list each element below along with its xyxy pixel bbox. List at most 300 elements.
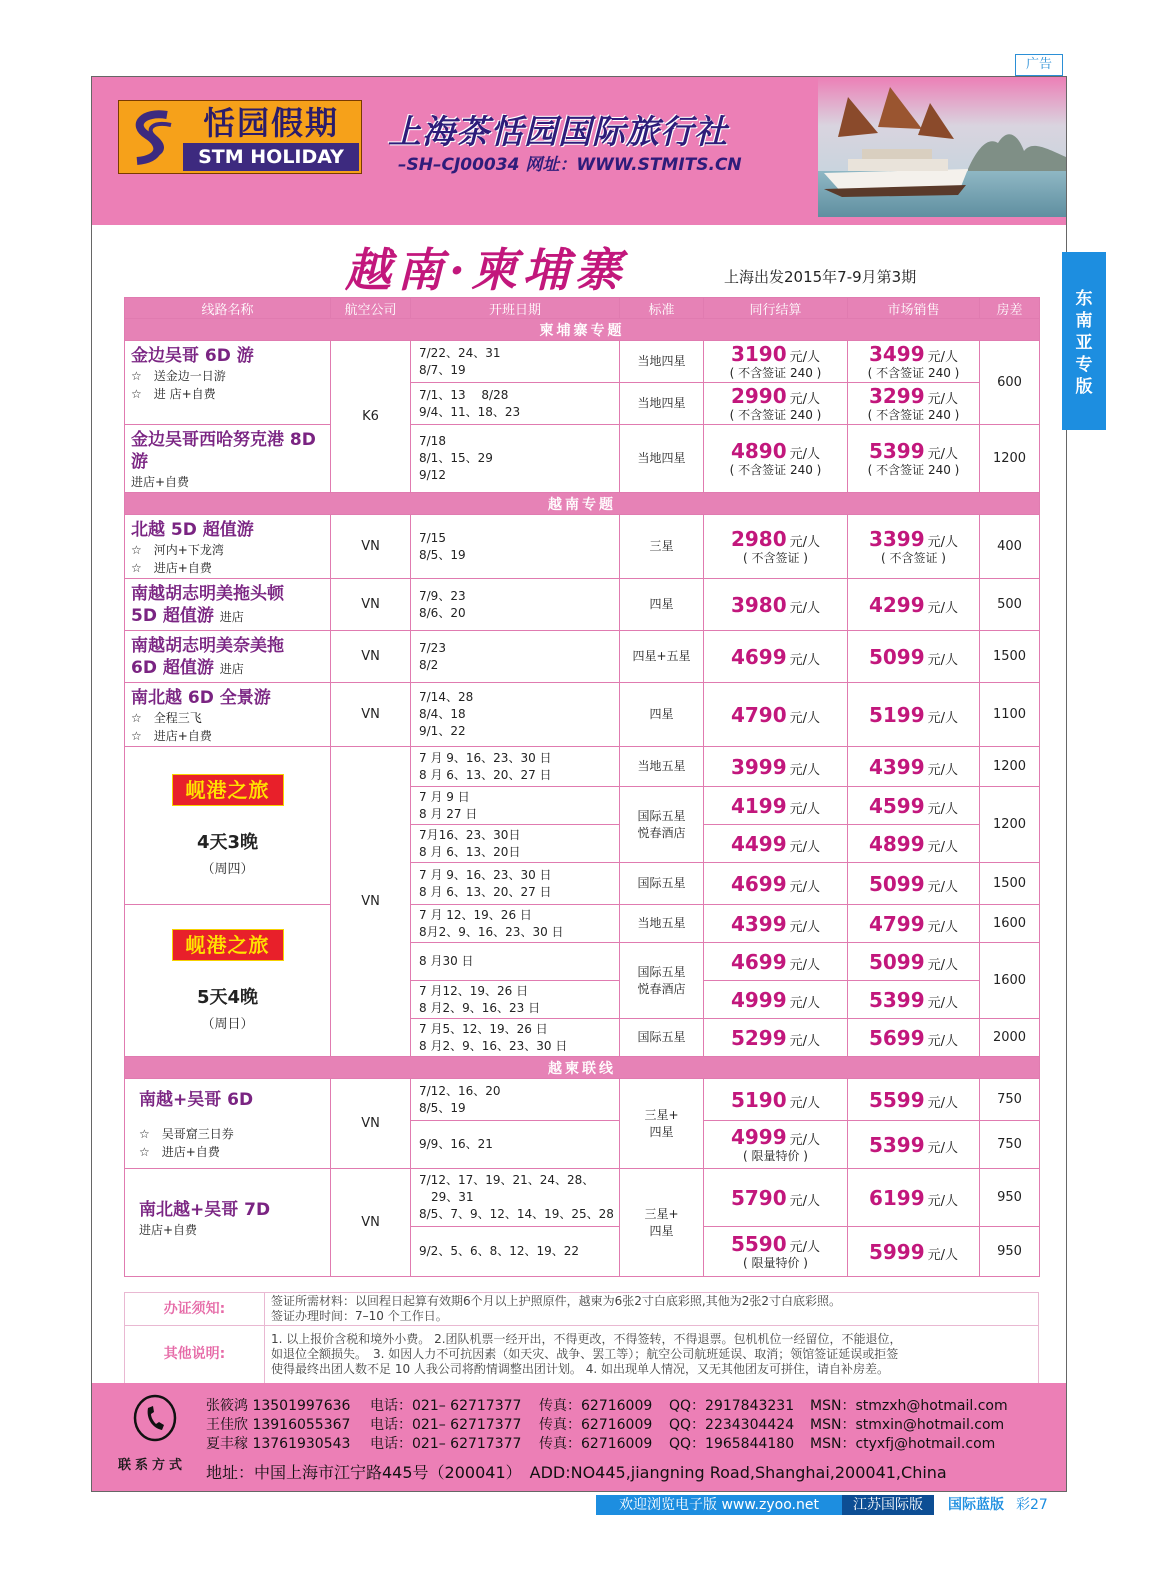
price-value: 3499	[868, 342, 925, 366]
hotel-standard: 当地四星	[620, 425, 704, 493]
room-diff: 750	[980, 1079, 1040, 1121]
price-value: 4399	[868, 754, 925, 779]
col-market-price: 市场销售	[848, 298, 980, 319]
trip-length: 4天3晚	[196, 832, 259, 853]
trade-price	[704, 341, 848, 383]
price-value: 5099	[868, 644, 925, 669]
airline-code: K6	[331, 341, 411, 493]
date-line: 7/12、17、19、21、24、28、	[419, 1173, 595, 1187]
contact-name-phone: 王佳欣 13916055367	[206, 1417, 351, 1433]
date-line: 8 月2、9、16、23 日	[419, 1000, 541, 1015]
route-note: ☆ 进店+自费	[131, 729, 212, 743]
price-value: 4299	[868, 592, 925, 617]
page-title: 越南·柬埔寨	[345, 243, 628, 297]
trade-price	[704, 943, 848, 981]
date-list	[411, 631, 620, 683]
table-row	[125, 579, 1040, 631]
license-website: –SH–CJ00034 网址：WWW.STMITS.CN	[398, 155, 742, 175]
col-room-diff: 房差	[980, 298, 1040, 319]
price-value: 4799	[868, 911, 925, 936]
date-line: 7月16、23、30日	[419, 827, 521, 842]
price-value: 5790	[730, 1185, 787, 1210]
route-name: 金边吴哥西哈努克港 8D 游	[131, 430, 316, 472]
table-row	[125, 747, 1040, 787]
airline-code: VN	[331, 631, 411, 683]
price-value: 2990	[730, 384, 787, 408]
std-line: 四星	[649, 1223, 674, 1238]
market-price	[848, 981, 980, 1019]
date-line: 7 月12、19、26 日	[419, 983, 529, 998]
price-value: 4199	[730, 793, 787, 818]
date-list	[411, 825, 620, 863]
table-row	[125, 515, 1040, 579]
date-line: 8 月2、9、16、23、30 日	[419, 1038, 568, 1053]
edition-label: 江苏国际版	[842, 1495, 934, 1515]
room-diff: 1600	[980, 943, 1040, 1019]
room-diff: 400	[980, 515, 1040, 579]
date-line: 8 月 6、13、20日	[419, 844, 521, 859]
note-line: 1. 以上报价含税和境外小费。 2.团队机票一经开出，不得更改，不得签转，不得退票。包机机位一经留位，不能退位，	[271, 1332, 902, 1346]
room-diff: 750	[980, 1121, 1040, 1169]
date-line: 8 月 27 日	[419, 806, 478, 821]
date-line: 7 月 12、19、26 日	[419, 907, 532, 922]
price-value: 3299	[868, 384, 925, 408]
date-line: 7 月 9、16、23、30 日	[419, 750, 552, 765]
price-unit: 元/人	[927, 1247, 959, 1263]
contact-qq: QQ：2234304424	[669, 1417, 795, 1433]
route-name: 南北越+吴哥 7D	[139, 1200, 271, 1220]
side-tab-char: 亚	[1075, 333, 1093, 353]
route-name-suffix: 6D 超值游	[131, 658, 214, 678]
date-line: 7/1、13 8/28	[419, 387, 509, 402]
date-line: 8/7、19	[419, 362, 466, 377]
market-price	[848, 1019, 980, 1057]
price-unit: 元/人	[789, 879, 821, 895]
price-value: 4999	[730, 987, 787, 1012]
date-list	[411, 1169, 620, 1227]
trade-price	[704, 1227, 848, 1277]
hotel-standard: 国际五星	[620, 863, 704, 905]
note-line: 如退位全额损失。 3. 如因人力不可抗因素（如天灾、战争、罢工等）；航空公司航班延误、取消；领馆签证延误或拒签	[271, 1347, 899, 1361]
route-note: ☆ 吴哥窟三日券	[139, 1127, 234, 1141]
airline-code: VN	[331, 747, 411, 1057]
price-unit: 元/人	[927, 957, 959, 973]
route-cell	[125, 515, 331, 579]
room-diff: 1200	[980, 747, 1040, 787]
price-note: ( 不含签证 240 )	[867, 463, 960, 477]
price-unit: 元/人	[927, 710, 959, 726]
date-list	[411, 787, 620, 825]
price-unit: 元/人	[789, 801, 821, 817]
room-diff: 1500	[980, 631, 1040, 683]
price-unit: 元/人	[789, 1033, 821, 1049]
airline-code: VN	[331, 1169, 411, 1277]
price-unit: 元/人	[927, 995, 959, 1011]
date-line: 8/5、19	[419, 547, 466, 562]
price-note: ( 不含签证 240 )	[729, 366, 822, 380]
hotel-standard: 当地五星	[620, 747, 704, 787]
market-price	[848, 1227, 980, 1277]
price-note: ( 不含签证 240 )	[867, 366, 960, 380]
note-line: 使得最终出团人数不足 10 人我公司将酌情调整出团计划。 4. 如出现单人情况，又无其他团友可拼住，请自补房差。	[271, 1362, 889, 1376]
date-line: 7/15	[419, 530, 446, 545]
side-tab-char: 版	[1075, 377, 1093, 397]
price-unit: 元/人	[789, 535, 821, 550]
price-unit: 元/人	[789, 919, 821, 935]
price-value: 6199	[868, 1185, 925, 1210]
price-unit: 元/人	[789, 1193, 821, 1209]
note-line: 签证所需材料：以回程日起算有效期6个月以上护照原件，越柬为6张2寸白底彩照,其他为2张2寸白底彩照。	[271, 1294, 841, 1308]
hotel-standard	[620, 943, 704, 1019]
market-price	[848, 747, 980, 787]
date-line: 7/14、28	[419, 690, 474, 704]
date-line: 7/18	[419, 434, 446, 448]
contact-tel: 电话：021– 62717377	[370, 1398, 522, 1414]
price-unit: 元/人	[789, 762, 821, 778]
price-unit: 元/人	[927, 1140, 959, 1156]
price-value: 5199	[868, 702, 925, 727]
price-unit: 元/人	[927, 447, 959, 462]
price-note: ( 不含签证 240 )	[867, 408, 960, 422]
std-line: 三星+	[644, 1107, 679, 1122]
table-row	[125, 905, 1040, 943]
section-tab-southeast-asia	[1062, 252, 1106, 430]
price-value: 3399	[868, 527, 925, 551]
price-value: 4599	[868, 793, 925, 818]
contact-name-phone: 夏丰稼 13761930543	[206, 1436, 351, 1452]
trade-price	[704, 383, 848, 425]
market-price	[848, 787, 980, 825]
visa-text	[265, 1293, 1039, 1326]
hotel-standard	[620, 1079, 704, 1169]
price-value: 5190	[730, 1087, 787, 1112]
trade-price	[704, 631, 848, 683]
market-price	[848, 341, 980, 383]
price-value: 4499	[730, 831, 787, 856]
trade-price	[704, 787, 848, 825]
ad-label: 广告	[1015, 54, 1063, 76]
date-list	[411, 1227, 620, 1277]
date-list	[411, 341, 620, 383]
route-note: ☆ 送金边一日游	[131, 369, 226, 383]
table-row	[125, 683, 1040, 747]
date-line: 9/9、16、21	[419, 1137, 493, 1151]
other-label: 其他说明:	[125, 1326, 265, 1384]
section-header	[125, 1057, 1040, 1079]
trade-price	[704, 747, 848, 787]
date-line: 8/4、18	[419, 707, 466, 721]
route-name: 南北越 6D 全景游	[131, 688, 271, 708]
price-unit: 元/人	[927, 919, 959, 935]
hotel-standard: 当地四星	[620, 341, 704, 383]
price-value: 4890	[730, 439, 787, 463]
date-line: 8/5、19	[419, 1100, 466, 1115]
hotel-standard: 三星	[620, 515, 704, 579]
route-tag: 进店	[219, 662, 244, 676]
date-list	[411, 579, 620, 631]
trade-price	[704, 515, 848, 579]
price-unit: 元/人	[927, 652, 959, 668]
date-line: 8/6、20	[419, 605, 466, 620]
price-unit: 元/人	[927, 762, 959, 778]
contact-msn: MSN：stmxin@hotmail.com	[810, 1417, 1005, 1433]
other-notes	[125, 1326, 1039, 1384]
trade-price	[704, 863, 848, 905]
date-line: 9/12	[419, 468, 446, 482]
date-list	[411, 1121, 620, 1169]
route-cell	[125, 1079, 331, 1169]
trade-price	[704, 579, 848, 631]
market-price	[848, 1121, 980, 1169]
departure-info: 上海出发2015年7-9月第3期	[724, 268, 917, 286]
date-list	[411, 425, 620, 493]
trade-price	[704, 1079, 848, 1121]
price-unit: 元/人	[927, 1193, 959, 1209]
date-list	[411, 515, 620, 579]
price-value: 5099	[868, 949, 925, 974]
market-price	[848, 905, 980, 943]
route-cell	[125, 631, 331, 683]
airline-code: VN	[331, 515, 411, 579]
price-unit: 元/人	[789, 652, 821, 668]
price-note: ( 限量特价 )	[743, 1256, 808, 1270]
date-line: 7/23	[419, 640, 446, 655]
market-price	[848, 683, 980, 747]
room-diff: 1200	[980, 425, 1040, 493]
phone-icon	[132, 1394, 178, 1442]
price-unit: 元/人	[789, 710, 821, 726]
table-row	[125, 1169, 1040, 1227]
contact-msn: MSN：stmzxh@hotmail.com	[810, 1398, 1008, 1414]
trade-price	[704, 825, 848, 863]
price-value: 3980	[730, 592, 787, 617]
date-line: 7/22、24、31	[419, 345, 501, 360]
room-diff: 1500	[980, 863, 1040, 905]
route-cell	[125, 579, 331, 631]
price-unit: 元/人	[789, 1095, 821, 1111]
section-title: 越柬联线	[125, 1057, 1040, 1079]
hotel-standard: 四星	[620, 683, 704, 747]
price-unit: 元/人	[927, 350, 959, 365]
date-line: 8/5、7、9、12、14、19、25、28	[419, 1207, 614, 1221]
price-value: 5699	[868, 1025, 925, 1050]
price-value: 5999	[868, 1239, 925, 1264]
contact-fax: 传真：62716009	[539, 1417, 653, 1433]
room-diff: 1600	[980, 905, 1040, 943]
route-tag: 进店	[219, 610, 244, 624]
price-table	[124, 297, 1040, 1277]
table-row	[125, 341, 1040, 383]
note-line: 签证办理时间：7–10 个工作日。	[271, 1309, 448, 1323]
price-unit: 元/人	[927, 535, 959, 550]
market-price	[848, 515, 980, 579]
price-unit: 元/人	[789, 839, 821, 855]
hotel-standard: 当地五星	[620, 905, 704, 943]
room-diff: 500	[980, 579, 1040, 631]
date-line: 8/1、15、29	[419, 451, 493, 465]
price-value: 4699	[730, 949, 787, 974]
price-value: 5399	[868, 439, 925, 463]
trade-price	[704, 425, 848, 493]
price-unit: 元/人	[789, 350, 821, 365]
halong-bay-photo	[818, 77, 1066, 217]
route-cell	[125, 425, 331, 493]
trip-length: 5天4晚	[196, 987, 259, 1008]
date-list	[411, 683, 620, 747]
price-value: 4999	[730, 1125, 787, 1149]
hotel-standard: 国际五星	[620, 1019, 704, 1057]
date-list	[411, 905, 620, 943]
price-unit: 元/人	[789, 447, 821, 462]
price-value: 5299	[730, 1025, 787, 1050]
market-price	[848, 943, 980, 981]
visa-label: 办证须知:	[125, 1293, 265, 1326]
price-unit: 元/人	[927, 879, 959, 895]
route-cell	[125, 341, 331, 425]
price-unit: 元/人	[927, 839, 959, 855]
date-line: 29、31	[419, 1190, 474, 1204]
route-cell	[125, 1169, 331, 1277]
std-line: 悦春酒店	[637, 825, 686, 840]
airline-code: VN	[331, 683, 411, 747]
contact-fax: 传真：62716009	[539, 1436, 653, 1452]
date-line: 7/9、23	[419, 588, 466, 603]
price-unit: 元/人	[789, 957, 821, 973]
trade-price	[704, 905, 848, 943]
route-name-line2	[131, 605, 328, 628]
std-line: 悦春酒店	[637, 981, 686, 996]
contact-qq: QQ：1965844180	[669, 1436, 795, 1452]
section-title: 柬埔寨专题	[125, 319, 1040, 341]
price-value: 3999	[730, 754, 787, 779]
price-value: 5399	[868, 987, 925, 1012]
route-name: 南越+吴哥 6D	[139, 1090, 254, 1110]
contact-msn: MSN：ctyxfj@hotmail.com	[810, 1436, 996, 1452]
logo-english: STM HOLIDAY	[183, 143, 359, 171]
price-value: 5399	[868, 1132, 925, 1157]
price-unit: 元/人	[927, 392, 959, 407]
price-unit: 元/人	[789, 995, 821, 1011]
market-price	[848, 825, 980, 863]
trade-price	[704, 683, 848, 747]
contact-tel: 电话：021– 62717377	[370, 1417, 522, 1433]
price-value: 2980	[730, 527, 787, 551]
price-note: ( 不含签证 240 )	[729, 408, 822, 422]
hotel-standard	[620, 787, 704, 863]
airline-code: VN	[331, 1079, 411, 1169]
hotel-standard: 当地四星	[620, 383, 704, 425]
contact-qq: QQ：2917843231	[669, 1398, 795, 1414]
danang-badge: 岘港之旅	[172, 929, 284, 961]
date-line: 9/1、22	[419, 724, 466, 738]
route-name: 北越 5D 超值游	[131, 520, 254, 540]
side-tab-char: 南	[1075, 311, 1093, 331]
departure-day: （周日）	[201, 1017, 254, 1032]
route-name-line2	[131, 657, 328, 680]
room-diff: 950	[980, 1169, 1040, 1227]
date-line: 7 月 9 日	[419, 789, 470, 804]
room-diff: 950	[980, 1227, 1040, 1277]
date-line: 9/4、11、18、23	[419, 404, 521, 419]
date-line: 9/2、5、6、8、12、19、22	[419, 1244, 580, 1258]
route-note: 进店+自费	[139, 1223, 198, 1237]
date-line: 8/2	[419, 657, 439, 672]
date-list	[411, 863, 620, 905]
danang-5d-cell	[125, 905, 331, 1057]
contact-fax: 传真：62716009	[539, 1398, 653, 1414]
price-value: 4899	[868, 831, 925, 856]
price-note: ( 限量特价 )	[743, 1149, 808, 1163]
route-note: ☆ 进店+自费	[131, 561, 212, 575]
price-unit: 元/人	[927, 1095, 959, 1111]
date-list	[411, 383, 620, 425]
market-price	[848, 383, 980, 425]
price-unit: 元/人	[927, 801, 959, 817]
route-name: 南越胡志明美奈美拖	[131, 636, 284, 656]
market-price	[848, 863, 980, 905]
page-number: 彩27	[1016, 1497, 1048, 1513]
danang-badge: 岘港之旅	[172, 774, 284, 806]
market-price	[848, 1079, 980, 1121]
price-value: 4790	[730, 702, 787, 727]
side-tab-char: 专	[1075, 355, 1093, 375]
date-list	[411, 1019, 620, 1057]
section-header	[125, 319, 1040, 341]
other-text	[265, 1326, 1039, 1384]
price-unit: 元/人	[789, 392, 821, 407]
price-unit: 元/人	[789, 600, 821, 616]
visa-notes	[125, 1293, 1039, 1326]
date-line: 7/12、16、20	[419, 1083, 501, 1098]
airline-code: VN	[331, 579, 411, 631]
danang-4d-cell	[125, 747, 331, 905]
col-airline: 航空公司	[331, 298, 411, 319]
section-title: 越南专题	[125, 493, 1040, 515]
price-unit: 元/人	[789, 1133, 821, 1148]
hotel-standard: 四星+五星	[620, 631, 704, 683]
e-edition-link[interactable]: 欢迎浏览电子版 www.zyoo.net	[596, 1495, 842, 1515]
route-note: ☆ 全程三飞	[131, 711, 202, 725]
price-note: ( 不含签证 )	[743, 551, 808, 565]
trade-price	[704, 981, 848, 1019]
table-row	[125, 631, 1040, 683]
date-line: 8 月 6、13、20、27 日	[419, 767, 552, 782]
std-line: 国际五星	[637, 964, 686, 979]
price-note: ( 不含签证 )	[881, 551, 946, 565]
route-note: 进店+自费	[131, 475, 190, 489]
date-list	[411, 1079, 620, 1121]
price-value: 5099	[868, 871, 925, 896]
route-name-suffix: 5D 超值游	[131, 606, 214, 626]
price-unit: 元/人	[927, 600, 959, 616]
date-list	[411, 747, 620, 787]
route-name: 南越胡志明美拖头顿	[131, 584, 284, 604]
price-value: 4699	[730, 644, 787, 669]
trade-price	[704, 1169, 848, 1227]
route-note: ☆ 河内+下龙湾	[131, 543, 224, 557]
trade-price	[704, 1019, 848, 1057]
side-tab-char: 东	[1075, 289, 1093, 309]
col-dates: 开班日期	[411, 298, 620, 319]
route-cell	[125, 683, 331, 747]
std-line: 三星+	[644, 1206, 679, 1221]
company-name: 上海茶恬园国际旅行社	[388, 112, 728, 151]
blue-edition-label: 国际蓝版	[948, 1497, 1004, 1513]
date-line: 8 月 6、13、20、27 日	[419, 884, 552, 899]
price-value: 4699	[730, 871, 787, 896]
date-list	[411, 981, 620, 1019]
date-list	[411, 943, 620, 981]
